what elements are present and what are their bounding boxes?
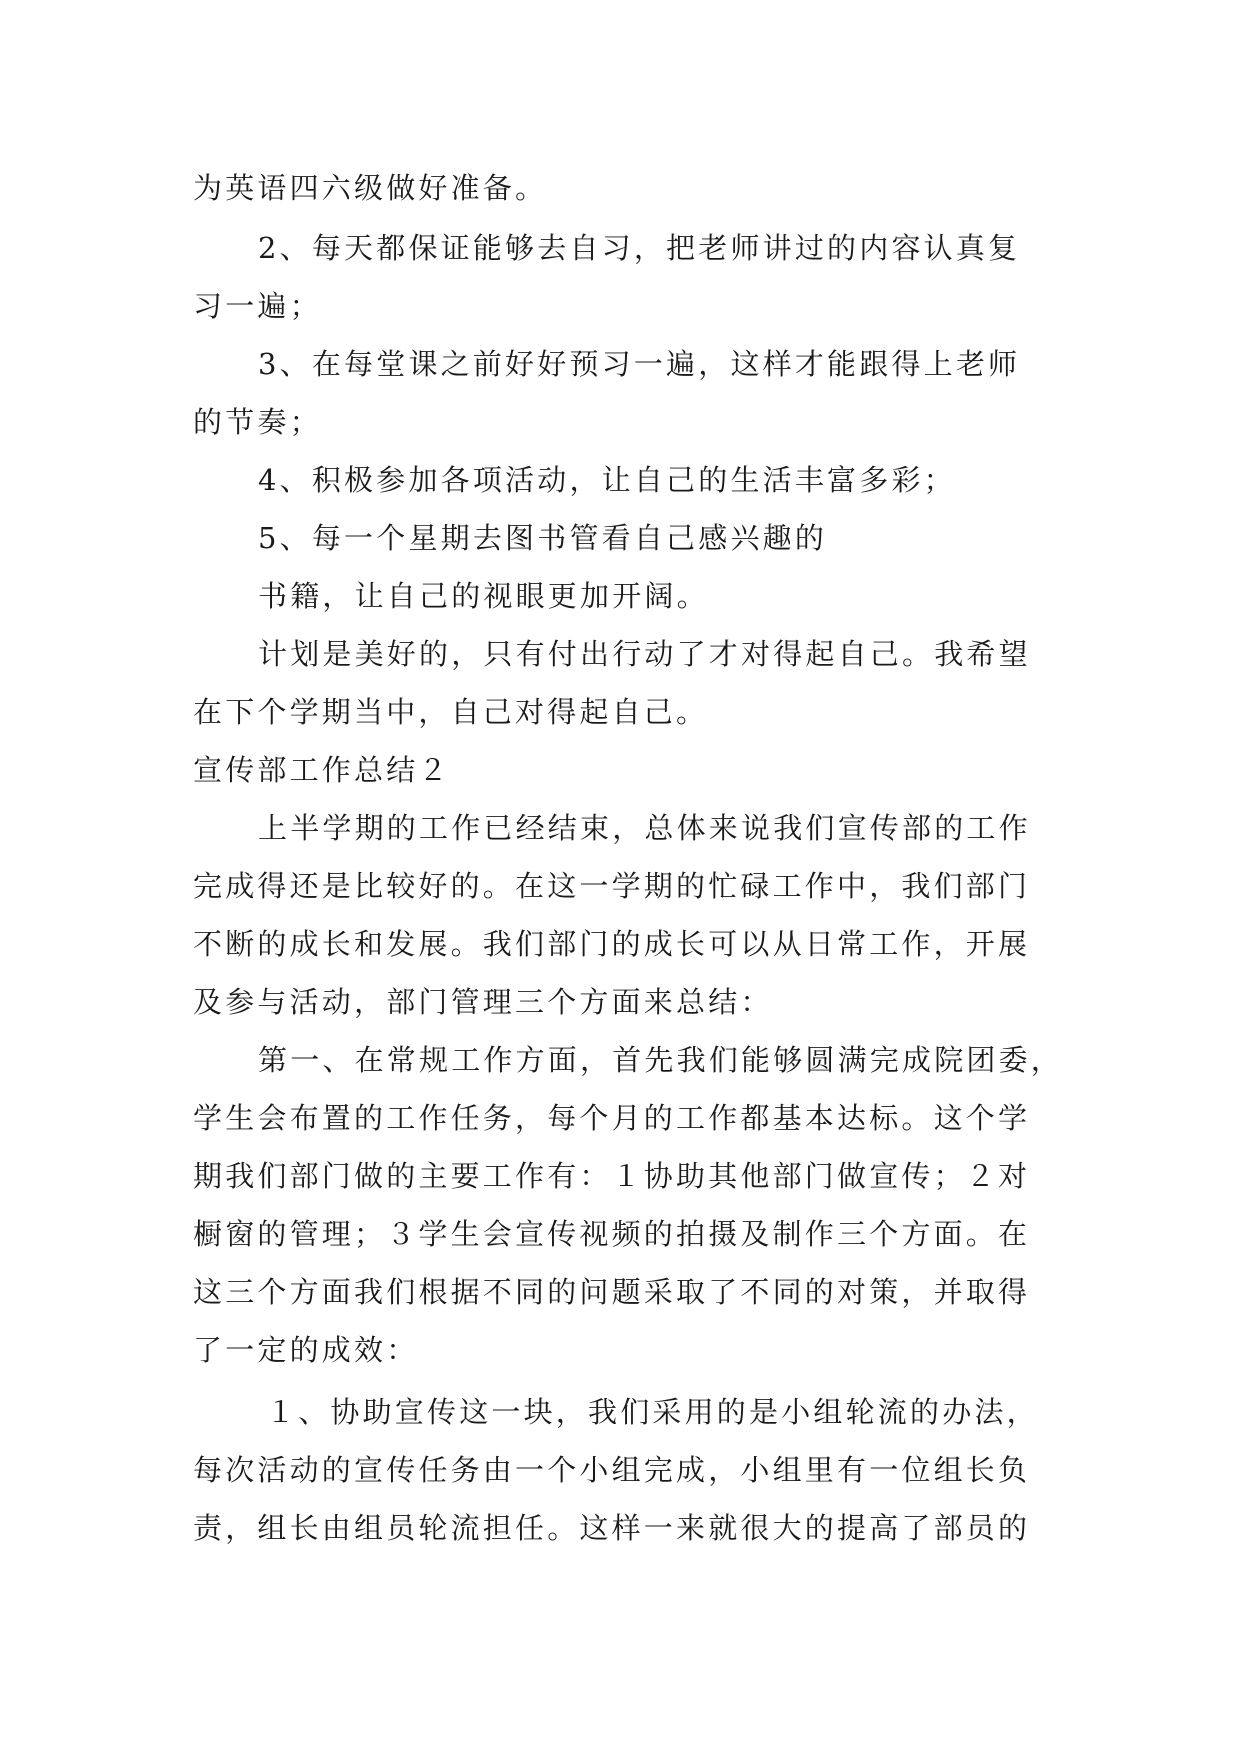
text-line: 书籍，让自己的视眼更加开阔。 (258, 579, 709, 613)
text-line: 完成得还是比较好的。在这一学期的忙碌工作中，我们部门 (193, 869, 1031, 903)
text-line: 在下个学期当中，自己对得起自己。 (193, 695, 709, 729)
text-line: 习一遍； (193, 289, 322, 323)
section-heading: 宣传部工作总结２ (193, 753, 451, 787)
text-line: 的节奏； (193, 405, 322, 439)
text-line: 为英语四六级做好准备。 (193, 171, 548, 205)
list-item-1: １、协助宣传这一块，我们采用的是小组轮流的办法， (266, 1395, 1039, 1429)
list-item-2: 2、每天都保证能够去自习，把老师讲过的内容认真复 (258, 231, 1021, 265)
text-line: 橱窗的管理；３学生会宣传视频的拍摄及制作三个方面。在 (193, 1217, 1031, 1251)
text-line: 每次活动的宣传任务由一个小组完成，小组里有一位组长负 (193, 1453, 1031, 1487)
text-line: 及参与活动，部门管理三个方面来总结： (193, 985, 773, 1019)
paragraph-line: 计划是美好的，只有付出行动了才对得起自己。我希望 (258, 637, 1031, 671)
text-line: 不断的成长和发展。我们部门的成长可以从日常工作，开展 (193, 927, 1031, 961)
text-line: 这三个方面我们根据不同的问题采取了不同的对策，并取得 (193, 1275, 1031, 1309)
paragraph-line: 第一、在常规工作方面，首先我们能够圆满完成院团委， (258, 1043, 1064, 1077)
text-line: 期我们部门做的主要工作有：１协助其他部门做宣传；２对 (193, 1159, 1031, 1193)
list-item-5: 5、每一个星期去图书管看自己感兴趣的 (258, 521, 828, 555)
list-item-4: 4、积极参加各项活动，让自己的生活丰富多彩； (258, 463, 956, 497)
text-line: 了一定的成效： (193, 1333, 419, 1367)
list-item-3: 3、在每堂课之前好好预习一遍，这样才能跟得上老师 (258, 347, 1021, 381)
paragraph-line: 上半学期的工作已经结束，总体来说我们宣传部的工作 (258, 811, 1031, 845)
text-line: 责，组长由组员轮流担任。这样一来就很大的提高了部员的 (193, 1511, 1031, 1545)
text-line: 学生会布置的工作任务，每个月的工作都基本达标。这个学 (193, 1101, 1031, 1135)
